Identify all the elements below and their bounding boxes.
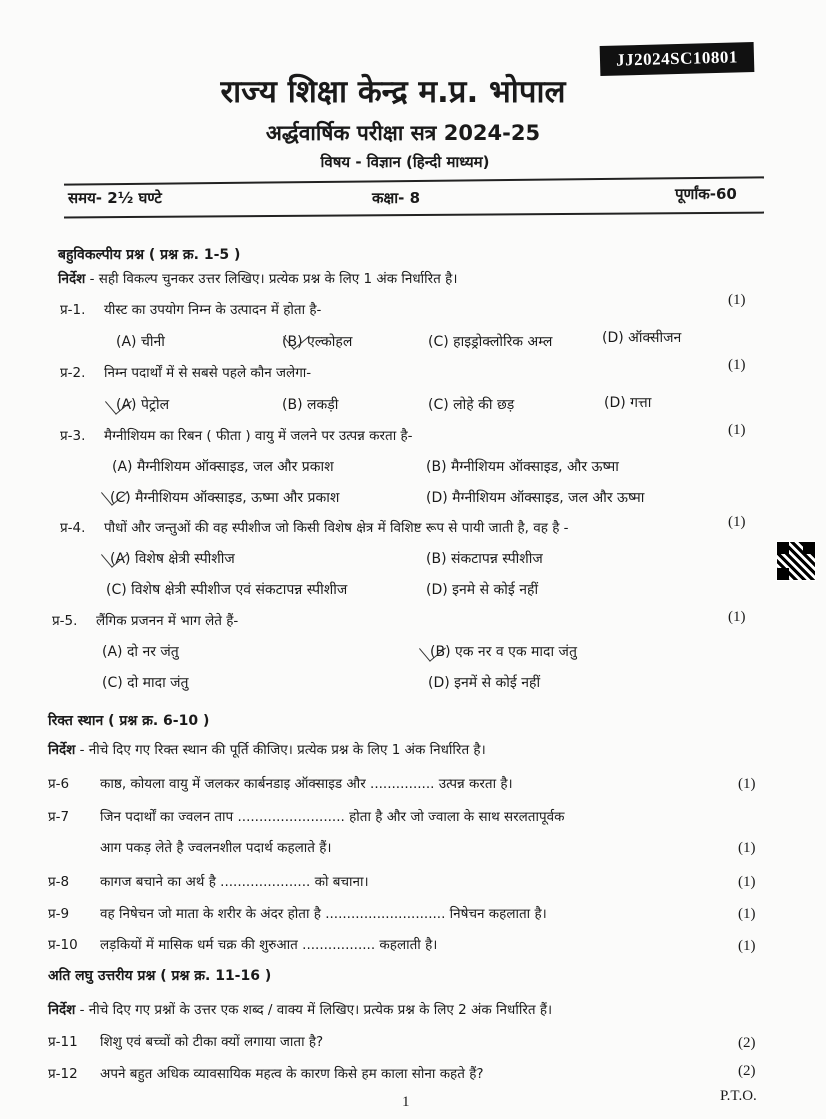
option-a: (A) मैग्नीशियम ऑक्साइड, जल और प्रकाश (112, 459, 334, 475)
max-marks: पूर्णांक-60 (675, 185, 737, 203)
question-number: प्र-12 (48, 1066, 78, 1082)
fill-blanks-heading: रिक्त स्थान ( प्रश्न क्र. 6-10 ) (48, 713, 210, 729)
question-9 (48, 904, 547, 922)
question-4 (60, 518, 569, 536)
question-text: मैग्नीशियम का रिबन ( फीता ) वायु में जलने पर उत्पन्न करता है- (104, 428, 413, 444)
question-marks: (1) (728, 422, 746, 438)
instruction-label: निर्देश (48, 742, 76, 758)
exam-class: कक्षा- 8 (372, 189, 421, 207)
subject-line: विषय - विज्ञान (हिन्दी माध्यम) (320, 153, 490, 171)
instruction-text: - नीचे दिए गए प्रश्नों के उत्तर एक शब्द / वाक्य में लिखिए। प्रत्येक प्रश्न के लिए 2 अंक निर्धारित हैं। (75, 1002, 553, 1018)
option-d: (D) ऑक्सीजन (602, 330, 682, 346)
question-marks: (1) (738, 776, 756, 792)
question-marks: (1) (738, 906, 756, 922)
question-number: प्र-5. (52, 613, 78, 629)
option-d: (D) गत्ता (604, 395, 652, 411)
question-text: कागज बचाने का अर्थ है ..................... को बचाना। (100, 874, 369, 890)
question-number: प्र-3. (60, 428, 86, 444)
question-text: निम्न पदार्थों में से सबसे पहले कौन जलेगा- (104, 365, 312, 381)
question-3 (60, 426, 413, 444)
question-number: प्र-7 (48, 809, 70, 825)
instruction-label: निर्देश (58, 271, 86, 287)
question-2 (60, 363, 311, 381)
mcq-heading: बहुविकल्पीय प्रश्न ( प्रश्न क्र. 1-5 ) (58, 247, 241, 263)
question-marks: (1) (728, 292, 746, 308)
option-c: (C) लोहे की छड़ (428, 397, 515, 413)
header-rule-bottom (64, 212, 764, 219)
option-b: (B) संकटापन्न स्पीशीज (426, 551, 543, 567)
question-number: प्र-8 (48, 874, 70, 890)
question-marks: (1) (728, 609, 746, 625)
option-a: (A) पेट्रोल (116, 397, 170, 413)
question-text: यीस्ट का उपयोग निम्न के उत्पादन में होता है- (104, 302, 322, 318)
question-text: लैंगिक प्रजनन में भाग लेते हैं- (96, 613, 239, 629)
question-text: लड़कियों में मासिक धर्म चक्र की शुरुआत ................. कहलाती है। (100, 937, 438, 953)
option-b: (B) एक नर व एक मादा जंतु (430, 644, 577, 660)
question-7-continuation: आग पकड़ लेते है ज्वलनशील पदार्थ कहलाते हैं। (100, 840, 332, 856)
header-rule-top (64, 176, 764, 185)
question-1 (60, 300, 321, 318)
pto-label: P.T.O. (720, 1088, 757, 1104)
question-number: प्र-2. (60, 365, 86, 381)
question-marks: (1) (738, 874, 756, 890)
option-a: (A) चीनी (116, 334, 165, 350)
question-text: वह निषेचन जो माता के शरीर के अंदर होता है ............................ निषेचन कहलाता है। (100, 906, 547, 922)
option-c: (C) हाइड्रोक्लोरिक अम्ल (428, 334, 553, 350)
instruction-label: निर्देश (48, 1002, 76, 1018)
question-number: प्र-9 (48, 906, 70, 922)
question-10 (48, 935, 437, 953)
question-12 (48, 1064, 484, 1082)
paper-code: JJ2024SC10801 (600, 42, 755, 76)
question-5 (52, 611, 238, 629)
question-marks: (1) (738, 840, 756, 856)
question-number: प्र-6 (48, 776, 70, 792)
exam-time: समय- 2½ घण्टे (68, 189, 162, 207)
option-b: (B) मैग्नीशियम ऑक्साइड, और ऊष्मा (426, 459, 619, 475)
instruction-text: - नीचे दिए गए रिक्त स्थान की पूर्ति कीजिए। प्रत्येक प्रश्न के लिए 1 अंक निर्धारित है। (75, 742, 486, 758)
question-7 (48, 807, 565, 825)
question-marks: (1) (738, 938, 756, 954)
question-marks: (1) (728, 357, 746, 373)
question-11 (48, 1032, 323, 1050)
short-answer-instruction (48, 1000, 552, 1018)
instruction-text: - सही विकल्प चुनकर उत्तर लिखिए। प्रत्येक प्रश्न के लिए 1 अंक निर्धारित है। (85, 271, 458, 287)
question-number: प्र-11 (48, 1034, 78, 1050)
question-text: काष्ठ, कोयला वायु में जलकर कार्बनडाइ ऑक्साइड और ............... उत्पन्न करता है। (100, 776, 513, 792)
question-8 (48, 872, 369, 890)
question-text: अपने बहुत अधिक व्यावसायिक महत्व के कारण किसे हम काला सोना कहते हैं? (100, 1066, 484, 1082)
option-d: (D) इनमे से कोई नहीं (426, 582, 539, 598)
option-b: (B) लकड़ी (282, 397, 339, 413)
question-number: प्र-10 (48, 937, 78, 953)
question-6 (48, 774, 513, 792)
exam-title: अर्द्धवार्षिक परीक्षा सत्र 2024-25 (265, 121, 541, 145)
option-a: (A) विशेष क्षेत्री स्पीशीज (110, 551, 235, 567)
question-number: प्र-1. (60, 302, 86, 318)
option-a: (A) दो नर जंतु (102, 644, 179, 660)
option-d: (D) मैग्नीशियम ऑक्साइड, जल और ऊष्मा (426, 490, 645, 506)
fill-blanks-instruction (48, 740, 486, 758)
option-c: (C) दो मादा जंतु (102, 675, 189, 691)
mcq-instruction (58, 269, 457, 287)
question-text: शिशु एवं बच्चों को टीका क्यों लगाया जाता है? (100, 1034, 324, 1050)
option-b: (B) एल्कोहल (282, 334, 353, 350)
question-number: प्र-4. (60, 520, 86, 536)
qr-code (776, 541, 816, 581)
question-text: जिन पदार्थों का ज्वलन ताप ......................... होता है और जो ज्वाला के साथ सरलतापूर्वक (100, 809, 565, 825)
short-answer-heading: अति लघु उत्तरीय प्रश्न ( प्रश्न क्र. 11-16 ) (48, 968, 272, 984)
question-marks: (2) (738, 1035, 756, 1051)
question-marks: (2) (738, 1063, 756, 1079)
page-number: 1 (402, 1094, 410, 1110)
question-marks: (1) (728, 514, 746, 530)
option-c: (C) विशेष क्षेत्री स्पीशीज एवं संकटापन्न स्पीशीज (106, 582, 348, 598)
option-c: (C) मैग्नीशियम ऑक्साइड, ऊष्मा और प्रकाश (110, 490, 340, 506)
option-d: (D) इनमें से कोई नहीं (428, 675, 541, 691)
question-text: पौधों और जन्तुओं की वह स्पीशीज जो किसी विशेष क्षेत्र में विशिष्ट रूप से पायी जाती है, वह है - (104, 520, 569, 536)
org-title: राज्य शिक्षा केन्द्र म.प्र. भोपाल (220, 74, 566, 110)
